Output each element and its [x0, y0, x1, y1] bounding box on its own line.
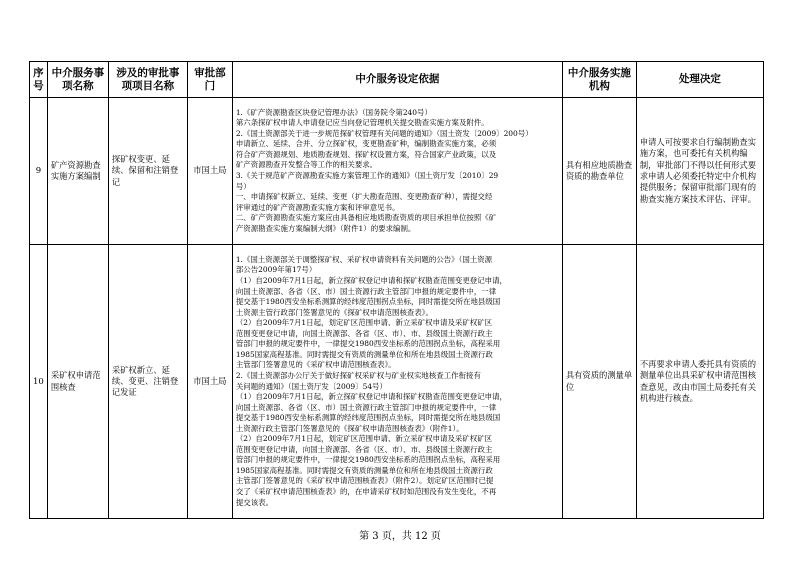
row-approval-item: 探矿权变更、延续、保留和注销登记 [108, 98, 187, 245]
table-row [30, 98, 764, 245]
basis-line: 第六条探矿权申请人申请登记应当向登记管理机关提交勘查实施方案及附件。 [235, 118, 489, 128]
row-dept: 市国土局 [187, 245, 232, 519]
basis-line: 交了《采矿权申请范围核查表》的，在申请采矿权时如范围没有发生变化，不再 [235, 486, 497, 496]
basis-line: （2）自2009年7月1日起，划定矿区范围申请、新立采矿权申请及采矿权矿区 [235, 434, 493, 444]
basis-line: 管部门申报的规定要件中，一律提交1980西安坐标系的范围拐点坐标，高程采用 [235, 455, 501, 465]
table-row [30, 245, 764, 519]
basis-line: 部公告2009年第17号） [235, 265, 317, 275]
row-sn: 9 [30, 98, 48, 245]
basis-line: 矿产资源勘查开发整合等工作的相关要求。 [235, 160, 378, 170]
header-approval-item: 涉及的审批事项项目名称 [108, 62, 187, 98]
row-agency: 具有资质的测量单位 [562, 245, 636, 519]
basis-line: 主管部门签署意见的《采矿权申请范围核查表》。 [235, 360, 396, 370]
basis-line: （1）自2009年7月1日起，新立探矿权登记申请和探矿权勘查范围变更登记申请， [235, 276, 507, 286]
row-decision: 申请人可按要求自行编制勘查实施方案，也可委托有关机构编制，审批部门不得以任何形式要求申请人必须委托特定中介机构提供服务；保留审批部门现有的勘查实施方案技术评估、评审。 [636, 98, 763, 245]
basis-line: 向国土资源部、各省（区、市）国土资源行政主管部门申报的规定要件中，一律 [235, 402, 497, 412]
basis-line: 土资源主管行政部门签署意见的《探矿权申请范围核查表》。 [235, 307, 433, 317]
basis-line: 2.《国土资源部办公厅关于做好探矿权采矿权与矿业权实地核查工作衔接有 [235, 370, 481, 380]
header-service-name: 中介服务事项名称 [47, 62, 108, 98]
basis-line: （1）自2009年7月1日起，新立探矿权登记申请和探矿权勘查范围变更登记申请， [235, 392, 507, 402]
row-dept: 市国土局 [187, 98, 232, 245]
row-service-name: 矿产资源勘查实施方案编制 [47, 98, 108, 245]
header-sn: 序号 [30, 62, 48, 98]
basis-line: 产资源勘查实施方案编制大纲》（附件1）的要求编制。 [235, 223, 416, 233]
basis-line: 评审通过的矿产资源勘查实施方案和评审意见书。 [235, 202, 400, 212]
row-approval-item: 采矿权新立、延续、变更、注销登记发证 [108, 245, 187, 519]
basis-line: 提交基于1980西安坐标系测算的经纬度范围拐点坐标，同时需提交所在地县级国 [235, 297, 501, 307]
basis-line: 范围变更登记申请，向国土资源部、各省（区、市）、市、县级国土资源行政主 [235, 328, 493, 338]
basis-line: 号） [235, 181, 251, 191]
basis-line: 3.《关于规范矿产资源勘查实施方案管理工作的通知》（国土资厅发〔2010〕29 [235, 171, 499, 180]
basis-line: 土资源行政主管部门签署意见的《探矿权申请范围核查表》（附件1）。 [235, 423, 464, 433]
basis-line: 向国土资源部、各省（区、市）国土资源行政主管部门申报的规定要件中，一律 [235, 286, 497, 296]
row-agency: 具有相应地质勘查资质的勘查单位 [562, 98, 636, 245]
basis-line: 管部门申报的规定要件中，一律提交1980西安坐标系的范围拐点坐标，高程采用 [235, 339, 501, 349]
basis-line: 一、申请探矿权新立、延续、变更（扩大勘查范围、变更勘查矿种），需提交经 [235, 192, 493, 202]
basis-line: 符合矿产资源规划、地质勘查规划、探矿权设置方案，符合国家产业政策，以及 [235, 149, 497, 159]
header-row [30, 62, 764, 98]
header-agency: 中介服务实施机构 [562, 62, 636, 98]
basis-line: 1.《国土资源部关于调整探矿权、采矿权申请资料有关问题的公告》（国土资源 [235, 254, 493, 264]
basis-line: 范围变更登记申请，向国土资源部、各省（区、市）、市、县级国土资源行政主 [235, 444, 493, 454]
row-decision: 不再要求申请人委托具有资质的测量单位出具采矿权申请范围核查意见，改由市国土局委托有关机构进行核查。 [636, 245, 763, 519]
basis-line: 申请新立、延续、合并、分立探矿权，变更勘查矿种，编制勘查实施方案，必须 [235, 139, 497, 149]
row-basis [232, 98, 562, 245]
basis-line: 提交基于1980西安坐标系测算的经纬度范围拐点坐标，同时需提交所在地县级国 [235, 413, 501, 423]
header-basis: 中介服务设定依据 [232, 62, 562, 98]
basis-line: 提交该表。 [235, 497, 274, 507]
basis-line: 1985国家高程基准。同时需提交有资质的测量单位和所在地县级国土资源行政 [235, 349, 493, 359]
row-sn: 10 [30, 245, 48, 519]
basis-line: 2.《国土资源部关于进一步规范探矿权管理有关问题的通知》（国土资发〔2009〕200号） [235, 128, 533, 138]
intermediary-services-table [29, 61, 764, 519]
basis-line: 1985国家高程基准。同时需提交有资质的测量单位和所在地县级国土资源行政 [235, 465, 493, 475]
header-decision: 处理决定 [636, 62, 763, 98]
page-number: 第 3 页，共 12 页 [359, 531, 441, 542]
row-basis [232, 245, 562, 519]
basis-line: 关问题的通知》（国土资厅发〔2009〕54号） [235, 381, 387, 391]
basis-line: （2）自2009年7月1日起，划定矿区范围申请、新立采矿权申请及采矿权矿区 [235, 318, 493, 328]
header-dept: 审批部门 [187, 62, 232, 98]
row-service-name: 采矿权申请范围核查 [47, 245, 108, 519]
basis-line: 二、矿产资源勘查实施方案应由具备相应地质勘查资质的项目承担单位按照《矿 [235, 213, 497, 223]
basis-line: 1.《矿产资源勘查区块登记管理办法》（国务院令第240号） [235, 107, 432, 117]
basis-line: 主管部门签署意见的《采矿权申请范围核查表》（附件2）。划定矿区范围时已提 [235, 476, 494, 486]
